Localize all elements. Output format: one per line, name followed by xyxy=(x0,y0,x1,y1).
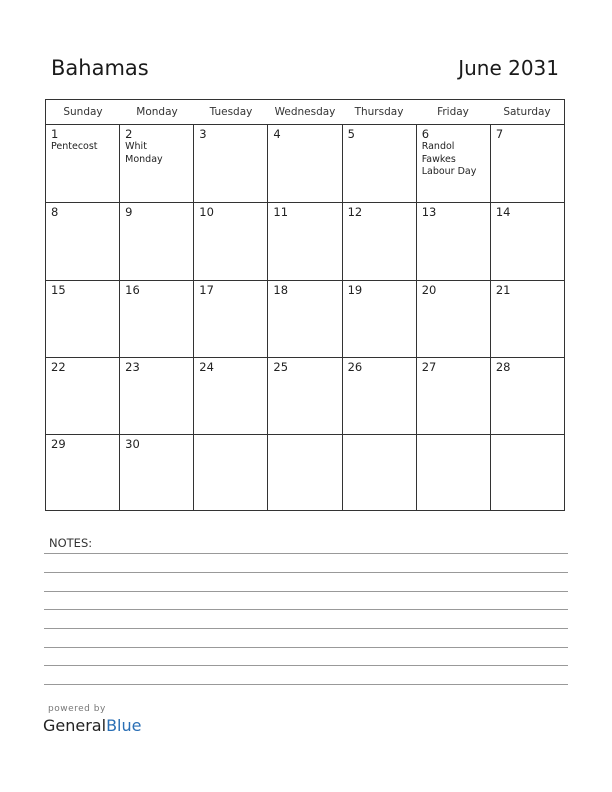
country-title: Bahamas xyxy=(51,56,149,80)
day-number: 14 xyxy=(495,205,511,220)
notes-label: NOTES: xyxy=(49,536,93,550)
day-number: 21 xyxy=(495,282,511,297)
day-cell[interactable] xyxy=(267,358,341,434)
day-cell[interactable] xyxy=(119,358,193,434)
day-cell[interactable] xyxy=(490,435,564,511)
day-cell[interactable] xyxy=(46,281,119,357)
weekday-saturday: Saturday xyxy=(503,106,551,118)
day-cell[interactable] xyxy=(342,281,416,357)
day-cell[interactable] xyxy=(46,358,119,434)
notes-line xyxy=(44,609,568,610)
day-cell[interactable] xyxy=(119,435,193,511)
day-number: 29 xyxy=(51,437,66,452)
day-number: 12 xyxy=(347,205,363,220)
day-number: 18 xyxy=(273,282,289,297)
weekday-header-row xyxy=(46,100,564,125)
weekday-tuesday: Tuesday xyxy=(209,106,253,118)
day-number: 19 xyxy=(347,282,363,297)
day-number: 2 xyxy=(125,127,133,141)
day-number: 16 xyxy=(125,282,140,297)
day-number: 25 xyxy=(273,359,289,374)
day-cell[interactable] xyxy=(342,125,416,202)
day-number: 1 xyxy=(51,127,59,141)
notes-line xyxy=(44,628,568,629)
calendar-week-row xyxy=(46,125,564,202)
day-number: 13 xyxy=(421,205,437,220)
notes-line xyxy=(44,572,568,573)
month-year-title: June 2031 xyxy=(458,56,559,80)
notes-line xyxy=(44,553,568,554)
day-number: 26 xyxy=(347,359,363,374)
day-cell[interactable] xyxy=(193,435,267,511)
notes-line xyxy=(44,647,568,648)
day-cell[interactable] xyxy=(267,281,341,357)
day-number: 7 xyxy=(495,127,504,141)
day-cell[interactable] xyxy=(490,358,564,434)
day-number: 3 xyxy=(199,127,207,141)
day-cell[interactable] xyxy=(267,125,341,202)
day-number: 20 xyxy=(421,282,437,297)
day-number: 11 xyxy=(273,205,289,220)
day-cell[interactable] xyxy=(119,125,193,202)
day-cell[interactable] xyxy=(416,358,490,434)
holiday-label: Whit Monday xyxy=(125,141,163,165)
day-number: 24 xyxy=(199,359,214,374)
day-number: 22 xyxy=(51,359,66,374)
day-cell[interactable] xyxy=(490,281,564,357)
day-number: 4 xyxy=(273,127,281,141)
day-cell[interactable] xyxy=(46,435,119,511)
day-number: 9 xyxy=(125,205,133,220)
notes-line xyxy=(44,684,568,685)
day-cell[interactable] xyxy=(342,203,416,279)
holiday-label: Randol Fawkes Labour Day xyxy=(421,141,477,177)
notes-line xyxy=(44,591,568,592)
weekday-friday: Friday xyxy=(437,106,469,118)
day-cell[interactable] xyxy=(490,203,564,279)
day-cell[interactable] xyxy=(416,125,490,202)
day-cell[interactable] xyxy=(193,281,267,357)
day-cell[interactable] xyxy=(267,435,341,511)
calendar-week-row xyxy=(46,280,564,357)
day-cell[interactable] xyxy=(193,203,267,279)
day-number: 6 xyxy=(421,127,430,141)
weekday-wednesday: Wednesday xyxy=(274,106,336,118)
notes-line xyxy=(44,665,568,666)
day-number: 23 xyxy=(125,359,140,374)
day-cell[interactable] xyxy=(46,203,119,279)
calendar-grid xyxy=(45,99,565,511)
brand-general: General xyxy=(43,716,107,735)
weekday-monday: Monday xyxy=(136,106,178,118)
day-number: 10 xyxy=(199,205,214,220)
day-number: 15 xyxy=(51,282,66,297)
day-cell[interactable] xyxy=(416,435,490,511)
calendar-week-row xyxy=(46,202,564,279)
weekday-thursday: Thursday xyxy=(354,106,404,118)
calendar-week-row xyxy=(46,357,564,434)
calendar-weeks xyxy=(46,125,564,511)
day-cell[interactable] xyxy=(342,435,416,511)
generalblue-logo[interactable] xyxy=(43,716,141,735)
day-cell[interactable] xyxy=(193,358,267,434)
day-number: 30 xyxy=(125,437,140,452)
brand-blue: Blue xyxy=(106,716,142,735)
day-cell[interactable] xyxy=(416,203,490,279)
day-number: 27 xyxy=(421,359,437,374)
day-cell[interactable] xyxy=(342,358,416,434)
powered-by-text: powered by xyxy=(48,704,106,714)
day-cell[interactable] xyxy=(416,281,490,357)
day-cell[interactable] xyxy=(119,203,193,279)
day-number: 8 xyxy=(51,205,59,220)
day-cell[interactable] xyxy=(267,203,341,279)
day-cell[interactable] xyxy=(193,125,267,202)
holiday-label: Pentecost xyxy=(51,141,98,152)
day-cell[interactable] xyxy=(46,125,119,202)
day-number: 28 xyxy=(495,359,511,374)
day-number: 17 xyxy=(199,282,214,297)
day-number: 5 xyxy=(347,127,355,141)
weekday-sunday: Sunday xyxy=(63,106,103,118)
day-cell[interactable] xyxy=(119,281,193,357)
calendar-week-row xyxy=(46,434,564,511)
day-cell[interactable] xyxy=(490,125,564,202)
